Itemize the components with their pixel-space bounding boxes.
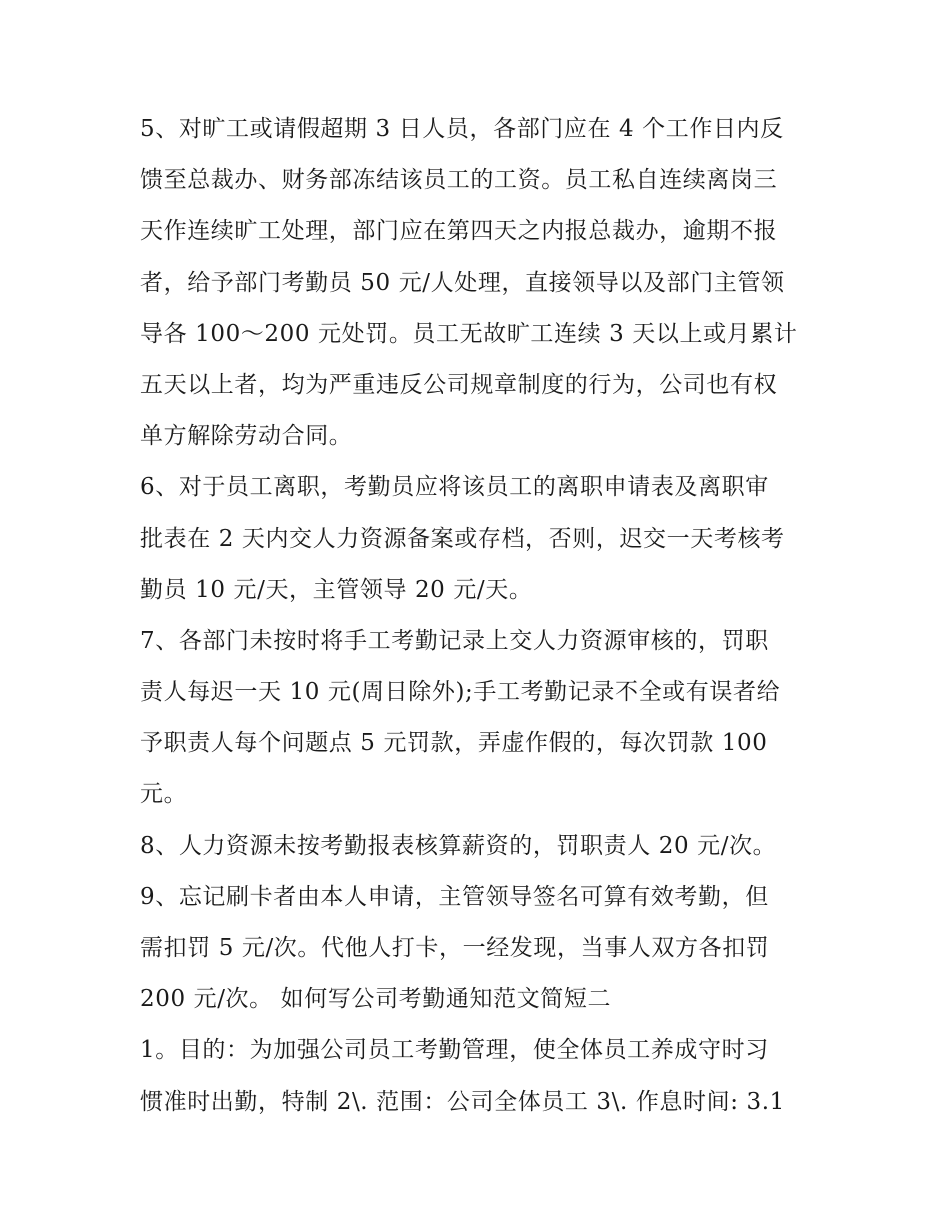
text-line: 需扣罚 5 元/次。代他人打卡，一经发现，当事人双方各扣罚	[140, 935, 770, 961]
text-line: 8、人力资源未按考勤报表核算薪资的，罚职责人 20 元/次。	[140, 832, 777, 859]
text-line: 6、对于员工离职，考勤员应将该员工的离职申请表及离职审	[140, 474, 769, 501]
text-line: 批表在 2 天内交人力资源备案或存档，否则，迟交一天考核考	[140, 525, 785, 552]
text-line: 导各 100～200 元处罚。员工无故旷工连续 3 天以上或月累计	[140, 320, 798, 347]
text-line: 五天以上者，均为严重违反公司规章制度的行为，公司也有权	[140, 371, 778, 398]
text-line: 5、对旷工或请假超期 3 日人员，各部门应在 4 个工作日内反	[140, 116, 784, 142]
text-line: 馈至总裁办、财务部冻结该员工的工资。员工私自连续离岗三	[140, 167, 778, 194]
text-line: 元。	[140, 781, 188, 808]
text-line: 惯准时出勤，特制 2\. 范围：公司全体员工 3\. 作息时间: 3.1	[140, 1088, 785, 1115]
text-line: 予职责人每个问题点 5 元罚款，弄虚作假的，每次罚款 100	[140, 730, 768, 757]
text-line: 1。目的：为加强公司员工考勤管理，使全体员工养成守时习	[140, 1037, 769, 1064]
text-line: 9、忘记刷卡者由本人申请，主管领导签名可算有效考勤，但	[140, 883, 769, 910]
text-line: 勤员 10 元/天，主管领导 20 元/天。	[140, 576, 533, 603]
text-line: 责人每迟一天 10 元(周日除外);手工考勤记录不全或有误者给	[140, 679, 781, 706]
text-line: 单方解除劳动合同。	[140, 423, 353, 450]
document-body	[140, 104, 820, 1128]
text-line: 200 元/次。 如何写公司考勤通知范文简短二	[140, 986, 612, 1013]
text-line: 7、各部门未按时将手工考勤记录上交人力资源审核的，罚职	[140, 627, 769, 654]
text-line: 天作连续旷工处理，部门应在第四天之内报总裁办，逾期不报	[140, 218, 778, 245]
text-line: 者，给予部门考勤员 50 元/人处理，直接领导以及部门主管领	[140, 269, 785, 296]
